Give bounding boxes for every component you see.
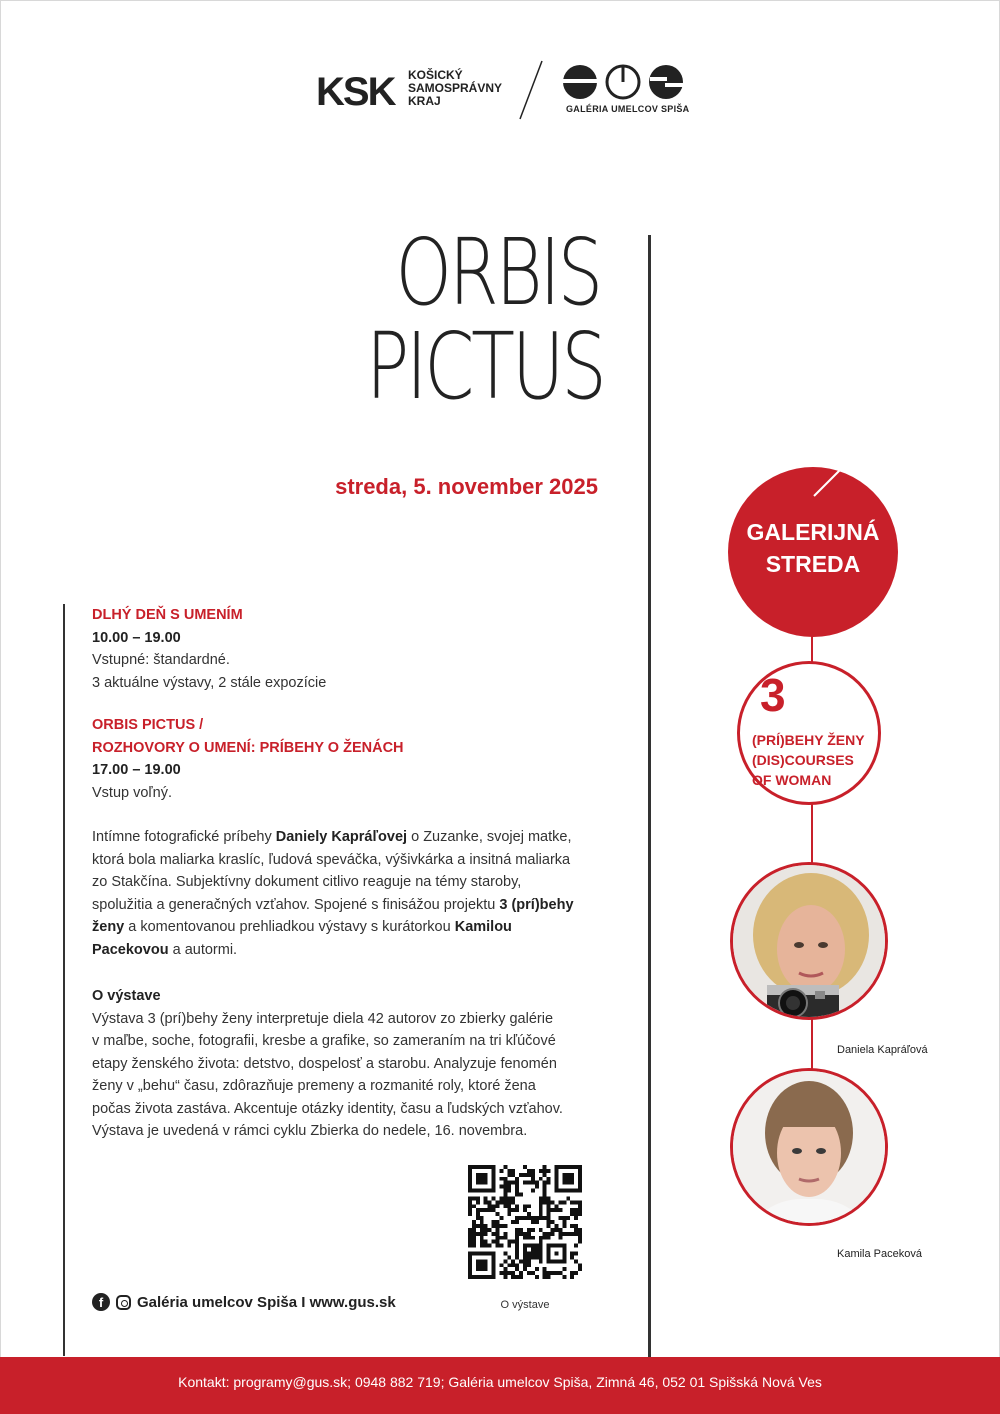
curator-name: Kamilou xyxy=(454,919,512,935)
about-line: Výstava 3 (prí)behy ženy interpretuje diela 42 autorov zo zbierky galérie xyxy=(92,1010,554,1027)
portrait-daniela-image xyxy=(733,865,885,1017)
program-left-rule xyxy=(63,604,65,1356)
desc-text: o Zuzanke, svojej matke, xyxy=(407,829,572,845)
about-heading: O výstave xyxy=(92,988,161,1004)
about-line: počas života zastáva. Akcentuje otázky identity, času a ľudských vzťahov. xyxy=(92,1100,563,1117)
portrait-kamila-image xyxy=(733,1071,885,1223)
social-text[interactable]: Galéria umelcov Spiša I www.gus.sk xyxy=(137,1293,396,1311)
curator-name: Pacekovou xyxy=(92,941,169,958)
desc-line-6 xyxy=(92,939,592,962)
desc-line-2: ktorá bola maliarka kraslíc, ľudová speváčka, výšivkárka a insitná maliarka xyxy=(92,851,571,868)
block2-heading-1: ORBIS PICTUS / xyxy=(92,717,204,733)
ksk-line-2: SAMOSPRÁVNY xyxy=(408,81,503,95)
block2-time: 17.00 – 19.00 xyxy=(92,762,181,778)
title-line-2: PICTUS xyxy=(366,313,604,420)
desc-text: Intímne fotografické príbehy xyxy=(92,829,276,845)
desc-line-5 xyxy=(92,916,592,939)
artist-name: Daniely Kapráľovej xyxy=(275,829,408,845)
about-line: Výstava je uvedená v rámci cyklu Zbierka do nedele, 16. novembra. xyxy=(92,1123,528,1139)
footer-contact: Kontakt: programy@gus.sk; 0948 882 719; Galéria umelcov Spiša, Zimná 46, 052 01 Spišská Nová Ves xyxy=(178,1374,822,1390)
badge-notch xyxy=(808,462,848,502)
about-exhibition xyxy=(92,985,592,1143)
project-line-1: (PRÍ)BEHY ŽENY xyxy=(752,732,865,748)
block2-heading-2: ROZHOVORY O UMENÍ: PRÍBEHY O ŽENÁCH xyxy=(92,739,404,756)
block1-time: 10.00 – 19.00 xyxy=(92,629,181,646)
project-line-3: OF WOMAN xyxy=(752,772,832,788)
program-block-long-day xyxy=(92,604,612,694)
about-line: v maľbe, soche, fotografii, kresbe a grafike, so zameraním na tri kľúčové xyxy=(92,1033,556,1049)
caption-kamila: Kamila Paceková xyxy=(837,1248,922,1260)
program-block-orbis-pictus xyxy=(92,714,612,804)
ksk-line-1: KOŠICKÝ xyxy=(408,68,463,82)
desc-text: spolužitia a generačných vzťahov. Spojené s finisážou projektu xyxy=(92,896,500,913)
instagram-icon[interactable] xyxy=(116,1295,131,1310)
qr-code[interactable] xyxy=(468,1165,582,1279)
project-title xyxy=(752,730,865,790)
gus-logo-text: GALÉRIA UMELCOV SPIŠA xyxy=(566,104,690,114)
desc-line-1 xyxy=(92,826,592,849)
social-line xyxy=(92,1293,396,1311)
block1-line-2: 3 aktuálne výstavy, 2 stále expozície xyxy=(92,674,327,691)
block2-line-1: Vstup voľný. xyxy=(92,784,172,801)
logo-divider-slash xyxy=(518,60,544,120)
project-line-2: (DIS)COURSES xyxy=(752,752,854,768)
badge-line-2: STREDA xyxy=(765,551,861,577)
about-line: etapy ženského života: detstvo, dospelosť a starobu. Analyzuje fenomén xyxy=(92,1055,557,1072)
ksk-logo-mark: KSK xyxy=(316,70,395,114)
event-description xyxy=(92,826,592,961)
project-name: 3 (prí)behy xyxy=(499,896,574,913)
desc-line-3: zo Stakčína. Subjektívny dokument citlivo reaguje na témy staroby, xyxy=(92,874,522,890)
badge-text xyxy=(731,516,895,580)
desc-text: a komentovanou prehliadkou výstavy s kurátorkou xyxy=(124,919,455,935)
ksk-line-3: KRAJ xyxy=(408,94,441,108)
project-name: ženy xyxy=(92,919,125,935)
desc-text: a autormi. xyxy=(168,941,238,958)
about-line: ženy v „behu“ času, zdôrazňuje premeny a rozmanité roly, ktoré žena xyxy=(92,1078,536,1094)
badge-line-1: GALERIJNÁ xyxy=(746,519,880,545)
main-vertical-divider xyxy=(648,235,651,1360)
portrait-daniela xyxy=(730,862,888,1020)
gus-logo-mark xyxy=(562,64,684,100)
facebook-icon[interactable]: f xyxy=(92,1293,110,1311)
title-line-1: ORBIS xyxy=(395,219,600,326)
qr-label: O výstave xyxy=(500,1299,550,1311)
block1-heading: DLHÝ DEŇ S UMENÍM xyxy=(92,607,243,623)
event-title xyxy=(366,219,604,420)
caption-daniela: Daniela Kapráľová xyxy=(837,1044,928,1056)
ksk-logo-text xyxy=(408,69,502,108)
desc-line-4 xyxy=(92,894,592,917)
block1-line-1: Vstupné: štandardné. xyxy=(92,652,230,668)
event-date: streda, 5. november 2025 xyxy=(335,474,598,499)
portrait-kamila xyxy=(730,1068,888,1226)
project-number: 3 xyxy=(760,669,786,721)
